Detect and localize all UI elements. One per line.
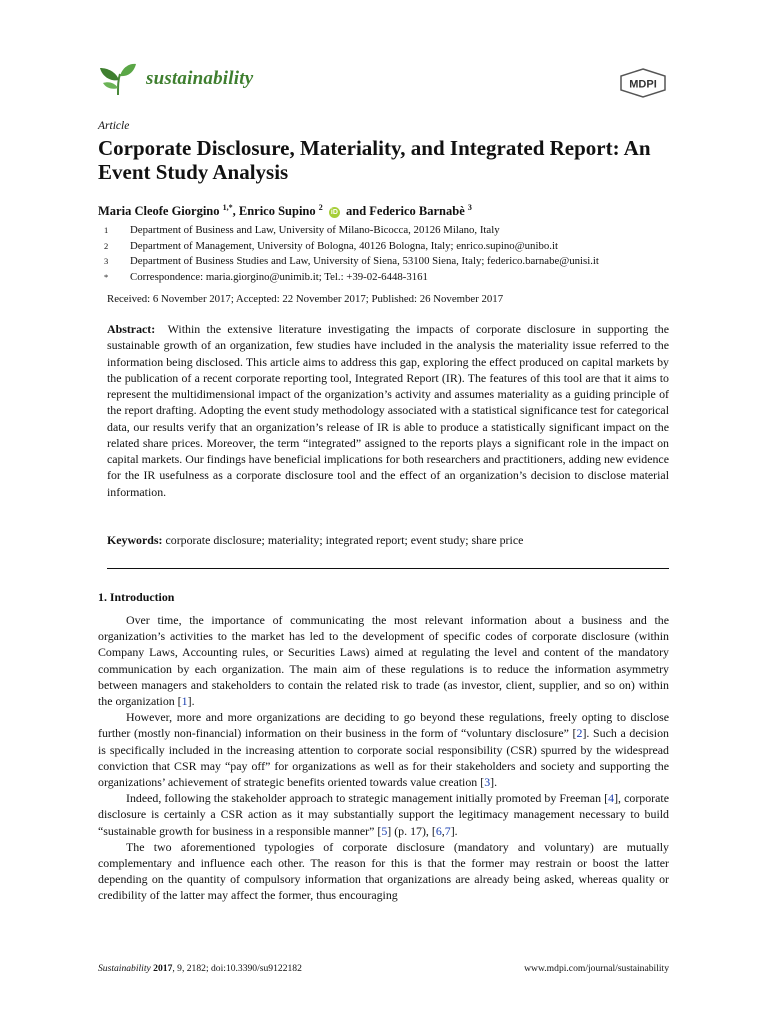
article-type: Article (98, 120, 130, 132)
abstract-text: Within the extensive literature investigating the impacts of corporate disclosure in supporting the sustainable growth of an organization, few studies have included in the analysis the materiality issue referred to the information being disclosed. This article aims to address this gap, exploring the effect produced on capital markets by the publication of a recent corporate reporting tool, Integrated Report (IR). The features of this tool are that it aims to represent the multidimensional impact of the organization’s activity and assumes materiality as a guiding principle of the report drafting. Adopting the event study methodology associated with a statistical significance test for categorical data, our results verify that an organization’s release of IR is able to produce a statistically significant impact on the related share prices. Moreover, the term “integrated” assigned to the reports plays a significant role in the impact on capital markets. Our findings have beneficial implications for both researchers and practitioners, adding new evidence for the IR usefulness as a corporate disclosure tool and the effect of an organization’s decision to disclose material information. (107, 322, 669, 499)
mdpi-logo-icon (618, 68, 668, 98)
citation-link[interactable]: 3 (484, 775, 491, 790)
affiliation-row (98, 223, 599, 239)
citation-link[interactable]: 6 (435, 823, 442, 838)
affiliation-sup: 2 (318, 203, 323, 212)
affiliation-text: Department of Business Studies and Law, University of Siena, 53100 Siena, Italy; federico.barnabe@unisi.it (130, 255, 599, 267)
footer-year: 2017 (153, 963, 173, 974)
affiliation-row (98, 239, 599, 255)
paragraph: However, more and more organizations are deciding to go beyond these regulations, freely opting to disclose further (mostly non-financial) information on their business in the form of “voluntary disclosure” [2]. Such a decision is specifically included in the increasing attention to corporate social responsibility (CSR) spurred by the widespread conviction that CSR may “pay off” for organizations as well as for their stakeholders and society and supporting the organizations’ achievement of strategic benefits oriented towards value creation [3]. (98, 710, 669, 790)
correspondence-text: Correspondence: maria.giorgino@unimib.it; Tel.: +39-02-6448-3161 (130, 270, 428, 283)
author-list: Maria Cleofe Giorgino $^{1,*}$, Enrico Supino $^2$ iD and Federico Barnabè $^3$ (98, 203, 472, 219)
abstract-label: Abstract: (107, 322, 156, 336)
author-name[interactable]: Enrico Supino (238, 204, 316, 219)
journal-name: sustainability (146, 68, 254, 89)
introduction-body (98, 612, 669, 904)
footer-url[interactable]: www.mdpi.com/journal/sustainability (524, 963, 669, 974)
footer-doi[interactable]: , 9, 2182; doi:10.3390/su9122182 (172, 963, 302, 974)
paragraph: Over time, the importance of communicating the most relevant information about a business and the organization’s activities to the market has led to the development of specific codes of corporate disclosure (within Company Laws, Accounting rules, or Securities Laws) aimed at regulating the level and content of the mandatory communication by each organization. The main aim of these regulations is to reduce the information asymmetry between managers and stakeholders to contain the related risk to trade (as investor, client, supplier, and so on) within the organization [1]. (98, 613, 669, 709)
citation-link[interactable]: 1 (181, 694, 188, 709)
publisher-name: MDPI (629, 78, 657, 91)
affiliation-row (98, 254, 599, 270)
affiliation-mark: 2 (104, 240, 109, 251)
keywords (107, 533, 523, 548)
paragraph: Indeed, following the stakeholder approach to strategic management initially promoted by Freeman [4], corporate disclosure is certainly a CSR action as it may substantially support the legitimacy management necessary to build “sustainable growth for business in a responsible manner” [5] (p. 17), [6,7]. (98, 791, 669, 838)
affiliation-row (98, 270, 599, 286)
leaf-logo-icon (98, 62, 138, 96)
footer-citation (98, 963, 302, 974)
affiliation-mark: 1 (104, 225, 109, 235)
section-divider (107, 568, 669, 569)
keywords-text: corporate disclosure; materiality; integrated report; event study; share price (165, 533, 524, 547)
citation-link[interactable]: 4 (608, 791, 615, 806)
affiliation-mark: * (104, 271, 109, 282)
orcid-icon[interactable]: iD (330, 209, 338, 217)
publication-dates: Received: 6 November 2017; Accepted: 22 November 2017; Published: 26 November 2017 (107, 293, 504, 305)
author-name[interactable]: Federico Barnabè (369, 204, 465, 219)
affiliations (98, 223, 599, 285)
affiliation-text: Department of Business and Law, University of Milano-Bicocca, 20126 Milano, Italy (130, 224, 500, 236)
affiliation-mark: 3 (104, 256, 109, 266)
citation-link[interactable]: 7 (444, 823, 451, 838)
affiliation-text: Department of Management, University of Bologna, 40126 Bologna, Italy; enrico.supino@unibo.it (130, 239, 558, 252)
affiliation-sup: 1,* (222, 203, 233, 212)
author-name[interactable]: Maria Cleofe Giorgino (98, 204, 220, 219)
journal-logo (98, 62, 253, 96)
author-conjunction: and (346, 204, 367, 219)
keywords-label: Keywords: (107, 533, 163, 547)
paragraph: The two aforementioned typologies of corporate disclosure (mandatory and voluntary) are mutually complementary and influence each other. The reason for this is that the former may restrain or boost the latter depending on the quantity of compulsory information that organizations are already being asked, whereas quality or credibility of the latter may affect the former, thus encouraging (98, 839, 669, 903)
footer-journal: Sustainability (98, 963, 151, 974)
citation-link[interactable]: 5 (381, 823, 388, 838)
paper-title: Corporate Disclosure, Materiality, and Integrated Report: An Event Study Analysis (98, 136, 651, 184)
citation-link[interactable]: 2 (576, 726, 583, 741)
section-heading: 1. Introduction (98, 590, 175, 604)
affiliation-sup: 3 (467, 203, 472, 212)
abstract (107, 321, 669, 500)
